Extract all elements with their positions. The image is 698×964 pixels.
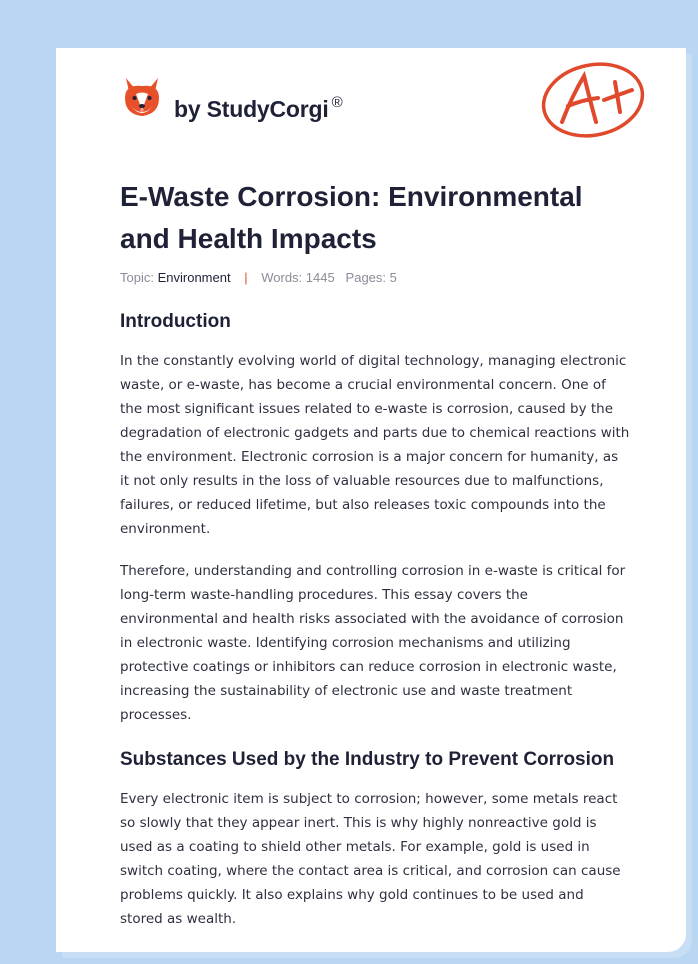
pages-label: Pages: bbox=[345, 270, 387, 285]
topic-label: Topic: bbox=[120, 270, 154, 285]
topic-link[interactable]: Environment bbox=[157, 270, 231, 285]
paragraph: Every electronic item is subject to corrosion; however, some metals react so slowly that they appear inert. This is why highly nonreactive gold is used as a coating to shield other metals. For example, gold is used in switch coating, where the contact area is critical, and corrosion can cause problems quickly. It also explains why gold continues to be used and stored as wealth. bbox=[120, 791, 621, 927]
words-count: 1445 bbox=[305, 270, 335, 285]
section-heading-introduction: Introduction bbox=[120, 311, 231, 332]
words-label: Words: bbox=[261, 270, 303, 285]
header bbox=[56, 48, 686, 158]
article bbox=[120, 176, 630, 931]
grade-a-plus-icon bbox=[538, 60, 648, 140]
registered-mark: ® bbox=[331, 94, 343, 111]
paragraph: In the constantly evolving world of digital technology, managing electronic waste, or e-waste, has become a crucial environmental concern. One of the most significant issues related to e-waste is corrosion, caused by the degradation of electronic gadgets and parts due to chemical reactions with the environment. Electronic corrosion is a major concern for humanity, as it not only results in the loss of valuable resources due to malfunctions, failures, or reduced lifetime, but also releases toxic compounds into the environment. bbox=[120, 353, 630, 537]
brand-name[interactable]: by StudyCorgi ® bbox=[174, 94, 343, 122]
pages-count: 5 bbox=[389, 270, 397, 285]
paragraph: Therefore, understanding and controlling corrosion in e-waste is critical for long-term waste-handling procedures. This essay covers the environmental and health risks associated with the avoidance of corrosion in electronic waste. Identifying corrosion mechanisms and utilizing protective coatings or inhibitors can reduce corrosion in electronic waste, increasing the sustainability of electronic use and waste treatment processes. bbox=[120, 563, 626, 723]
article-meta bbox=[120, 270, 630, 285]
section-heading-substances: Substances Used by the Industry to Prevent Corrosion bbox=[120, 749, 615, 770]
page-title: E-Waste Corrosion: Environmental and Health Impacts bbox=[120, 181, 583, 254]
meta-separator: | bbox=[244, 270, 248, 285]
corgi-logo-icon[interactable] bbox=[122, 76, 162, 120]
document-card bbox=[56, 48, 686, 952]
